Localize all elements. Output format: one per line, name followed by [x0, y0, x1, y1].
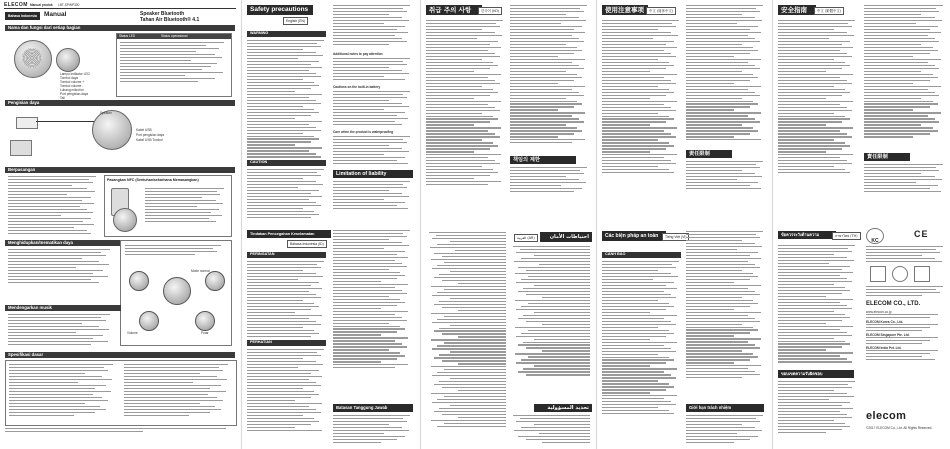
- cable-label-usb: Kabel USB: [136, 128, 152, 132]
- top-rule: [4, 8, 236, 9]
- spec-table: [5, 360, 237, 426]
- warning-bar-vi: CẢNH BÁO: [602, 252, 681, 258]
- part-label-mic: Lubang mikrofon: [60, 88, 84, 92]
- model-number: LBT-SPWP300: [58, 2, 80, 7]
- usb-port-illustration: [16, 117, 38, 129]
- table-header-status: Status operasional: [161, 34, 188, 38]
- kc-mark: [866, 228, 884, 244]
- section-part-names: Nama dan fungsi dari setiap bagian: [5, 25, 235, 31]
- nfc-title: Pasangkan NFC (Sentuhan/sekarhana Memasangkan): [107, 178, 199, 182]
- kc-mark-text: KC: [871, 238, 879, 244]
- address-line: ELECOM India Pvt. Ltd.: [866, 345, 902, 350]
- lang-tag-id: Bahasa Indonesia (ID): [287, 240, 327, 248]
- part-labels: [60, 72, 112, 100]
- speaker-label: Speaker: [100, 111, 112, 115]
- limitation-vi: Giới hạn trách nhiệm: [686, 404, 764, 412]
- table-header-led: Status LED: [119, 34, 136, 38]
- lang-tag-en: English (EN): [283, 17, 308, 25]
- cable-label-usb-button: Kabel USB Tombol: [136, 138, 163, 142]
- cert-logo-3: [914, 266, 930, 282]
- panel-safety-ko-ar: [422, 0, 594, 449]
- section-music: Mendengarkan musik: [5, 305, 121, 311]
- nfc-speaker-illustration: [113, 208, 137, 232]
- ce-mark: CE: [914, 229, 929, 239]
- address-line: ELECOM Singapore Pte. Ltd.: [866, 332, 910, 337]
- limitation-id: Batasan Tanggung Jawab: [333, 404, 413, 412]
- usb-plug-illustration: [10, 140, 32, 156]
- lang-tag-vi: Tiếng Việt (VI): [662, 233, 689, 241]
- speaker-side-illustration: [56, 48, 80, 72]
- status-table: [116, 33, 232, 97]
- panel-safety-en-id: [243, 0, 418, 449]
- limitation-en: Limitation of liability: [333, 170, 413, 178]
- lang-tag-zhcn: 中文 (简体中文): [646, 7, 676, 15]
- warning-bar-en: WARNING: [247, 31, 326, 37]
- product-subtitle: Tahan Air Bluetooth® 4.1: [140, 17, 200, 23]
- section-power: Menghidupkan/mematikan daya: [5, 240, 121, 246]
- copyright: ©2017 ELECOM Co., Ltd. All Rights Reserved.: [866, 426, 933, 430]
- warning-bar-id: PERINGATAN: [247, 252, 326, 258]
- limitation-th: ขอบเขตความรับผิดชอบ: [778, 370, 854, 378]
- cert-logo-1: [870, 266, 886, 282]
- caution-bar-id: PERHATIAN: [247, 340, 326, 346]
- usb-cable-line: [36, 121, 96, 122]
- mode-speaker-center: [163, 277, 191, 305]
- mode-speaker-bottom-right: [195, 311, 215, 331]
- header-text: Manual produk: [30, 2, 53, 7]
- mode-speaker-right: [205, 271, 225, 291]
- safety-title-ko: 취급 주의 사항: [426, 5, 482, 15]
- mode-label-normal: Mode normal: [191, 269, 210, 273]
- lang-tag-ar: العربية (AR): [514, 234, 538, 242]
- cert-logo-2: [892, 266, 908, 282]
- safety-title-vi: Các biện pháp an toàn: [602, 231, 666, 241]
- section-pairing: Berpasangan: [5, 167, 235, 173]
- part-label-led: Lampu indikator LED: [60, 72, 90, 76]
- lang-tag-zhtw: 中文 (繁體中文): [814, 7, 844, 15]
- safety-title-th: ข้อควรระวังด้านความปลอดภัย: [778, 231, 836, 239]
- address-list: [866, 310, 946, 362]
- pairing-steps: [8, 176, 100, 236]
- sub-battery: Cautions on the built-in battery: [333, 85, 381, 89]
- part-label-power: Tombol daya: [60, 76, 79, 80]
- product-title: Speaker Bluetooth: [140, 11, 185, 17]
- company-name: ELECOM CO., LTD.: [866, 301, 921, 307]
- safety-title-en: Safety precautions: [247, 5, 313, 15]
- limitation-ko: 책임의 제한: [510, 156, 576, 164]
- safety-title-zhcn: 使用注意事项: [602, 5, 648, 15]
- part-label-vol-up: Tombol volume +: [60, 80, 85, 84]
- music-text: [8, 314, 114, 347]
- section-spec: Spesifikasi dasar: [5, 352, 235, 358]
- part-label-port: Port pengisian daya: [60, 92, 89, 96]
- limitation-ar: تحديد المسؤولية: [534, 404, 592, 412]
- elecom-logo: ELECOM: [4, 2, 28, 8]
- power-text: [8, 249, 114, 285]
- safety-title-id: Tindakan Pencegahan Keselamatan: [247, 230, 331, 238]
- part-label-strap: Tali: [60, 96, 65, 100]
- sub-additional-notes: Additional notes to pay attention: [333, 52, 383, 56]
- lang-tag-ko: 한국어 (KO): [478, 7, 502, 15]
- address-line: www.elecom.co.jp: [866, 310, 892, 314]
- sub-waterproof: Care when the product is waterproofing: [333, 130, 394, 134]
- table-body: [117, 39, 231, 82]
- safety-title-ar: احتياطات الأمان: [540, 232, 592, 242]
- caution-bar-en: CAUTION: [247, 160, 326, 166]
- speaker-grille: [22, 48, 42, 68]
- manual-title: Manual: [44, 11, 67, 18]
- address-line: ELECOM Korea Co., Ltd.: [866, 319, 904, 324]
- mode-speaker-bottom-left: [139, 311, 159, 331]
- mode-label-volume: Volume: [127, 331, 138, 335]
- elecom-footer-logo: elecom: [866, 410, 907, 422]
- cable-label-port: Port pengisian daya: [136, 133, 165, 137]
- mode-label-play: Putar: [201, 331, 209, 335]
- mode-speaker-left: [129, 271, 149, 291]
- mode-diagram: [120, 240, 232, 346]
- nfc-pairing-box: [104, 175, 232, 237]
- lang-tag-th: ภาษาไทย (TH): [832, 232, 861, 240]
- section-charging: Pengisian daya: [5, 100, 235, 106]
- panel-safety-zhtw-th: [774, 0, 950, 449]
- limitation-zhtw: 責任限制: [864, 153, 910, 161]
- limitation-zhcn: 责任限制: [686, 150, 732, 158]
- language-tag: Bahasa Indonesia: [5, 12, 40, 20]
- panel-indonesian-manual: [0, 0, 240, 449]
- charging-speaker-illustration: [92, 110, 132, 150]
- panel-safety-zh-vi: [598, 0, 770, 449]
- part-label-vol-down: Tombol volume -: [60, 84, 84, 88]
- safety-title-zhtw: 安全指南: [778, 5, 816, 15]
